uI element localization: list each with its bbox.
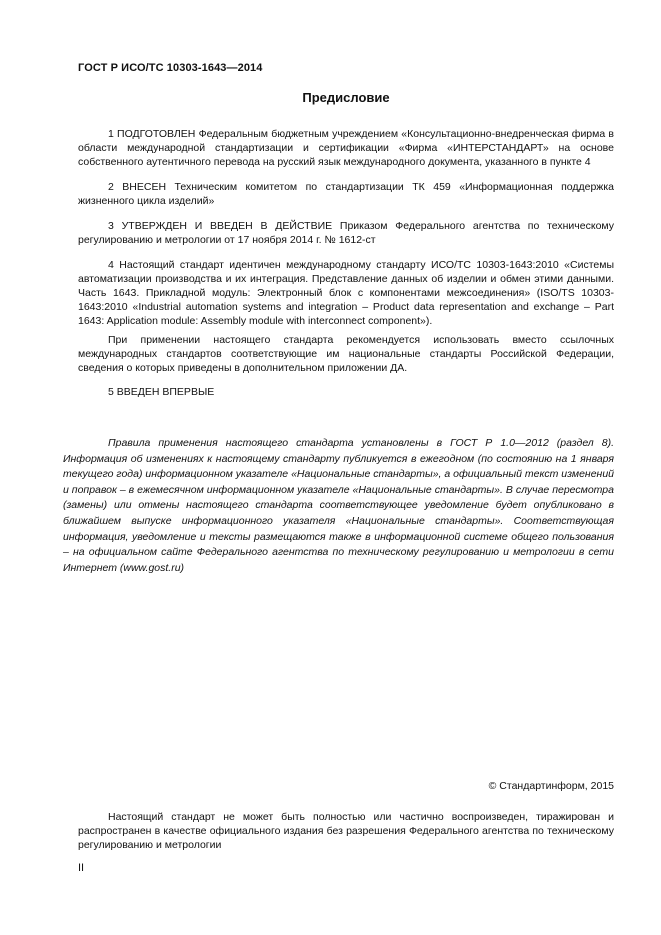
rules-notice: Правила применения настоящего стандарта установлены в ГОСТ Р 1.0—2012 (раздел 8). Информация об изменениях к настоящему стандарту публикуется в ежегодном (по состоянию на 1 января текущего года) информационном указателе «Национальные стандарты», а официальный текст изменений и поправок – в ежемесячном информационном указателе «Национальные стандарты». В случае пересмотра (замены) или отмены настоящего стандарта соответствующее уведомление будет опубликовано в ближайшем выпуске информационного указателя «Национальные стандарты». Соответствующая информация, уведомление и тексты размещаются также в информационной системе общего пользования – на официальном сайте Федерального агентства по техническому регулированию и метрологии в сети Интернет (www.gost.ru)	[63, 437, 614, 574]
paragraph-approved: 3 УТВЕРЖДЕН И ВВЕДЕН В ДЕЙСТВИЕ Приказом Федерального агентства по техническому регулированию и метрологии от 17 ноября 2014 г. № 1612-ст	[78, 220, 614, 246]
copyright-notice: © Стандартинформ, 2015	[488, 780, 614, 792]
paragraph-identical-standard: 4 Настоящий стандарт идентичен международному стандарту ИСО/ТС 10303-1643:2010 «Системы автоматизации производства и их интеграция. Представление данных об изделии и обмен этими данными. Часть 1643. Прикладной модуль: Электронный блок с компонентами межсоединения» (ISO/TS 10303-1643:2010 «Industrial automation systems and integration – Product data representation and exchange – Part 1643: Application module: Assembly module with interconnect component»).	[78, 259, 614, 327]
paragraph-application: При применении настоящего стандарта рекомендуется использовать вместо ссылочных международных стандартов соответствующие им национальные стандарты Российской Федерации, сведения о которых приведены в дополнительном приложении ДА.	[78, 334, 614, 374]
paragraph-prepared: 1 ПОДГОТОВЛЕН Федеральным бюджетным учреждением «Консультационно-внедренческая фирма в области международной стандартизации и сертификации «Фирма «ИНТЕРСТАНДАРТ» на основе собственного аутентичного перевода на русский язык международного документа, указанного в пункте 4	[78, 128, 614, 168]
page-title: Предисловие	[302, 90, 390, 105]
page-number: II	[78, 862, 85, 874]
document-code: ГОСТ Р ИСО/ТС 10303-1643—2014	[78, 62, 263, 74]
paragraph-submitted: 2 ВНЕСЕН Техническим комитетом по стандартизации ТК 459 «Информационная поддержка жизненного цикла изделий»	[78, 181, 614, 207]
paragraph-introduced: 5 ВВЕДЕН ВПЕРВЫЕ	[108, 386, 215, 398]
reproduction-notice: Настоящий стандарт не может быть полностью или частично воспроизведен, тиражирован и распространен в качестве официального издания без разрешения Федерального агентства по техническому регулированию и метрологии	[78, 811, 614, 851]
